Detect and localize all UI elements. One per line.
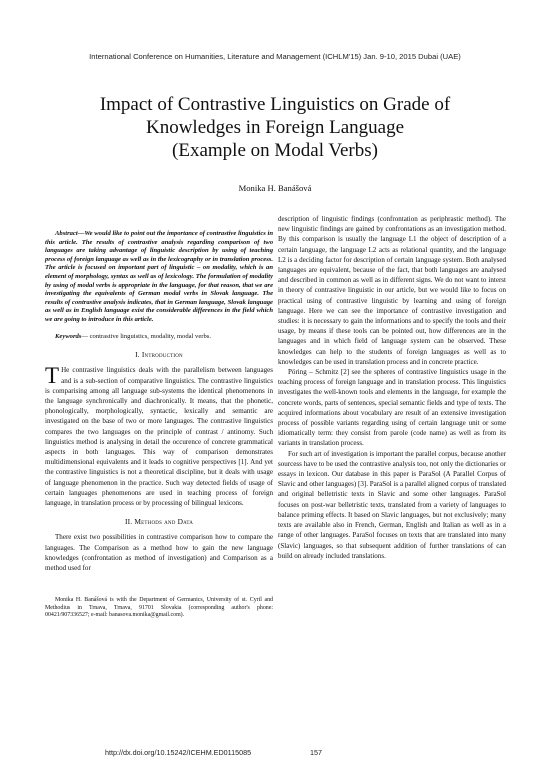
author-footnote: Monika H. Banášová is with the Department of Germanics, University of st. Cyril and Methodius in Trnava, Trnava, 91701 Slovakia (corresponding author's phone: 00421/907336527; e-mail: banasova.monika@gmail.com). [45, 597, 273, 618]
keywords-text: — contrastive linguistics, modality, modal verbs. [81, 332, 211, 340]
keywords-label: Keywords [55, 332, 82, 340]
abstract-text: —We would like to point out the importance of contrastive linguistics in this article. The results of contrastive analysis regarding comparison of two languages are taking advantage of linguistic description by using of teaching process of foreign language as well as in the lexicography or in translation process. The article is focused on important part of linguistic – on modality, which is an element of morphology, syntax as well as of lexicology. The formulation of modality by using of modal verbs is appropriate in the language, for that reason, that we are investigating the equivalents of German modal verbs in Slovak language. The results of contrastive analysis indicates, that in German language, Slovak language as well as in English language exist the considerable differences in the field which we are going to introduce in this article. [45, 230, 273, 323]
right-paragraph-3: For such art of investigation is important the parallel corpus, because another sourcess have to be used the contrastive analysis too, not only the dictionaries or essays in lexicon. Our database in this paper is ParaSol (A Parallel Corpus of Slavic and other languages) [3]. ParaSol is a parallel aligned corpus of translated and original belletristic texts in Slavic and some other languages. ParaSol focuses on post-war belletristic texts, translated from a variety of languages to balance priming effects. It based on Slavic languages, but not exclusively; many texts are available also in French, German, English and Italian as well as in a range of other languages. ParaSol focuses on texts that are translated into many (Slavic) languages, so that subsequent addition of further translations of can build on already included translations. [278, 449, 506, 560]
introduction-paragraph [45, 365, 273, 508]
drop-cap: T [45, 363, 60, 389]
conference-header: International Conference on Humanities, Literature and Management (ICHLM'15) Jan. 9-10, 2015 Dubai (UAE) [89, 52, 461, 61]
abstract-label: Abstract [55, 230, 78, 237]
keywords [45, 333, 273, 342]
doi-link[interactable]: http://dx.doi.org/10.15242/ICEHM.ED0115085 [105, 748, 252, 757]
methods-paragraph: There exist two possibilities in contrastive comparison how to compare the languages. The Comparison as a method how to gain the new language knowledges (confrontation as method of investigation) and Comparison as a method used for [45, 533, 273, 572]
left-column [45, 214, 273, 619]
section-heading-introduction: I. Introduction [135, 350, 183, 360]
introduction-text: He contrastive linguistics deals with the parallelism between languages and is a sub-section of comparative linguistics. The contrastive linguistics is comparising among all language sub-systems the identical phenomenons in the language synchronically and diachronically. It means, that the phonetic, phonologically, morphologically, syntactic, lexically and semantic are investigated on the base of two or more languages. The contrastive linguistics compares the two languages on the principle of contrast / antinomy. Such linguistics method is analysing in detail the occurence of concrete grammatical aspects in both languages. This way of comparison demonstrates multidimensional equivalents and it leads to cognitive perspectives [1]. And yet the contrastive linguistics is not a theoretical discipline, but it deals with usage of language phenomenon in the practice. Such way detected fields of usage of certain languages phenomenons are used in teaching process of foreign language, in translation process or by processing of bilingual lexicons. [45, 366, 273, 507]
page-number: 157 [310, 748, 322, 757]
title-line-3: (Example on Modal Verbs) [172, 140, 378, 161]
right-paragraph-1: description of linguistic findings (confrontation as periphrastic method). The new linguistic findings are gained by confrontations as an investigation method. By this comparison is usually the language L1 the object of description of a certain language, the language L2 acts as relational quantity, and the language L2 is a deciding factor for description of certain language system. Both analysed languages are equivalent, because of the fact, that both languages are analysed and described in common as well as in different signs. We do not want to interst in theory of contrastive linguistic in our article, but we would like to focus on practical using of contrastive linguistic by learning and using of foreign language. Here we can see the importance of contrastive investigation and studies: it is necessary to gain the informations and to specify the tools and their usage, by means if these tools can be pointed out, how differences are in the languages and in which field of language system can be observed. These knowledges can help to the students of foreign languages as well as to knowledges can be used in translation process and in concrete practice. [278, 215, 506, 366]
title-line-1: Impact of Contrastive Linguistics on Grade of [99, 94, 451, 115]
author-name: Monika H. Banášová [238, 183, 312, 193]
right-column [278, 214, 506, 561]
paper-title [30, 93, 520, 162]
right-paragraph-2: Pöring – Schmitz [2] see the spheres of contrastive linguistics usage in the teaching process of foreign language and in translation process. This linguistics investigates the well-known tools and elements in the language, for example the concrete words, parts of sentences, special semantic fields and type of texts. The acquired informations about vocabulary are result of an extensive investigation process of possible variants regarding using of certain language unit or some idiomatically term: they consist from parole (code name) as well as from its variants in translation process. [278, 368, 506, 448]
title-line-2: Knowledges in Foreign Language [145, 117, 405, 138]
section-heading-methods: II. Methods and Data [124, 517, 194, 527]
abstract [45, 230, 273, 325]
